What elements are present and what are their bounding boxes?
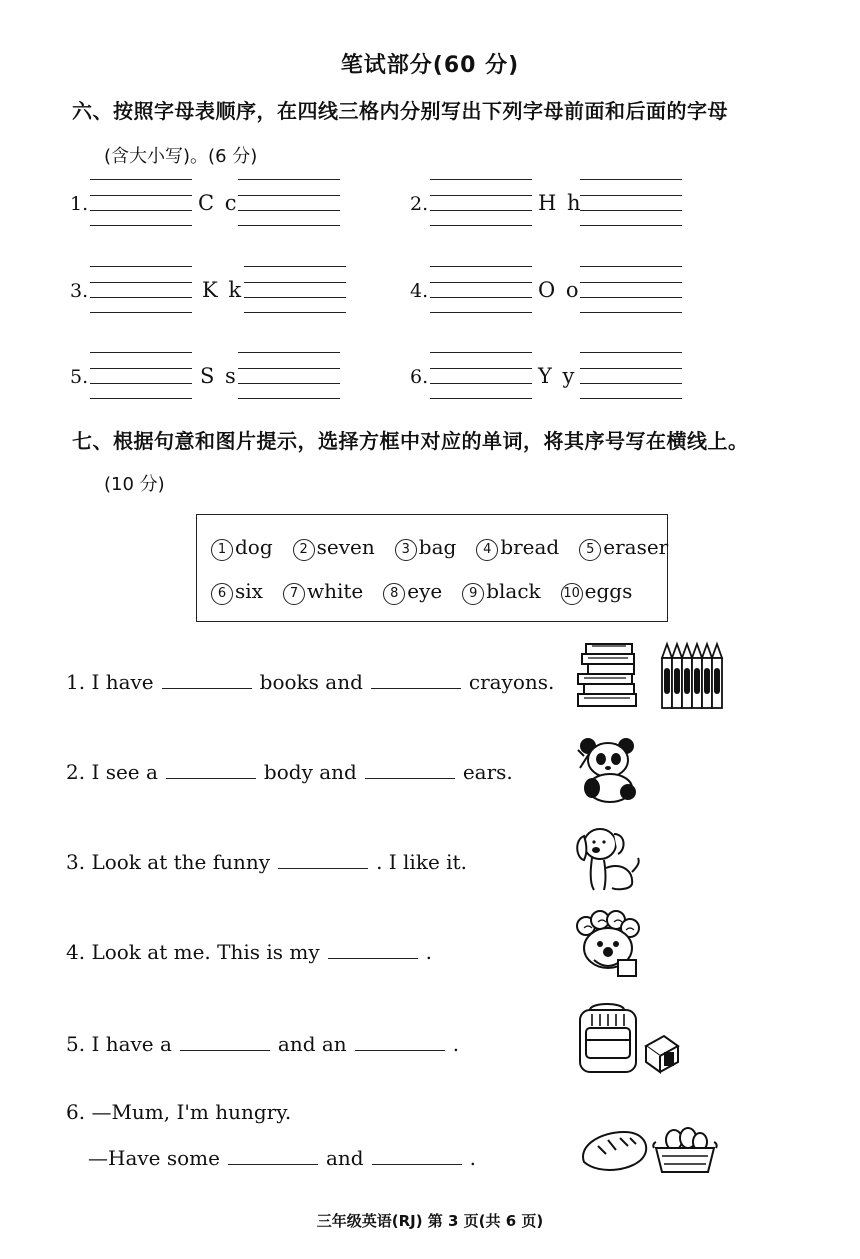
sentence-text: . xyxy=(452,1032,460,1056)
four-line-grid-after[interactable] xyxy=(580,352,682,404)
sentence-text: books and xyxy=(259,670,363,694)
option-word: eggs xyxy=(584,579,633,603)
word-option xyxy=(476,535,559,561)
option-number: 8 xyxy=(383,583,405,605)
letter-pair: K k xyxy=(202,278,244,302)
schoolbag-icon xyxy=(574,1000,644,1078)
sentence-text: 5. I have a xyxy=(66,1032,172,1056)
letter-item-number: 6. xyxy=(410,366,429,388)
letter-pair: O o xyxy=(538,278,581,302)
sentence-text: ears. xyxy=(462,760,513,784)
answer-blank[interactable] xyxy=(180,1032,270,1051)
sentence-text: . xyxy=(469,1146,476,1170)
sentence-2 xyxy=(66,760,513,784)
word-option xyxy=(383,579,442,605)
sentence-text: 6. —Mum, I'm hungry. xyxy=(66,1100,292,1124)
letter-item-number: 5. xyxy=(70,366,89,388)
option-number: 1 xyxy=(211,539,233,561)
answer-blank[interactable] xyxy=(365,760,455,779)
option-number: 9 xyxy=(462,583,484,605)
letter-item-number: 3. xyxy=(70,280,89,302)
word-bank-box xyxy=(196,514,668,622)
option-number: 4 xyxy=(476,539,498,561)
four-line-grid-before[interactable] xyxy=(90,352,192,404)
four-line-grid-after[interactable] xyxy=(580,179,682,231)
answer-blank[interactable] xyxy=(228,1146,318,1165)
letter-pair: Y y xyxy=(538,364,577,388)
answer-blank[interactable] xyxy=(372,1146,462,1165)
word-option xyxy=(211,579,263,605)
word-bank-row-2 xyxy=(211,579,652,605)
sentence-text: 2. I see a xyxy=(66,760,158,784)
books-icon xyxy=(574,638,642,714)
four-line-grid-before[interactable] xyxy=(90,266,192,318)
eraser-icon xyxy=(642,1032,682,1074)
option-word: seven xyxy=(316,535,375,559)
sentence-6-line-2 xyxy=(88,1146,476,1170)
answer-blank[interactable] xyxy=(162,670,252,689)
four-line-grid-before[interactable] xyxy=(90,179,192,231)
option-word: black xyxy=(486,579,541,603)
page-footer: 三年级英语(RJ) 第 3 页(共 6 页) xyxy=(316,1212,544,1230)
sentence-text: . I like it. xyxy=(376,850,467,874)
four-line-grid-after[interactable] xyxy=(580,266,682,318)
sentence-text: —Have some xyxy=(88,1146,220,1170)
sentence-text: . xyxy=(425,940,432,964)
option-number: 10 xyxy=(561,583,583,605)
question-7-heading-cont: (10 分) xyxy=(104,474,165,495)
letter-item-number: 1. xyxy=(70,193,89,215)
word-option xyxy=(579,535,668,561)
option-word: bag xyxy=(418,535,457,559)
four-line-grid-after[interactable] xyxy=(238,179,340,231)
sentence-text: 1. I have xyxy=(66,670,154,694)
sentence-text: and an xyxy=(277,1032,347,1056)
sentence-5 xyxy=(66,1032,459,1056)
question-6-heading: 六、按照字母表顺序，在四线三格内分别写出下列字母前面和后面的字母 xyxy=(72,99,728,123)
letter-item-number: 2. xyxy=(410,193,429,215)
question-6-heading-cont: (含大小写)。(6 分) xyxy=(104,146,258,167)
section-title: 笔试部分(60 分) xyxy=(340,53,520,78)
option-word: eye xyxy=(407,579,443,603)
letter-pair: H h xyxy=(538,191,583,215)
answer-blank[interactable] xyxy=(328,940,418,959)
dog-icon xyxy=(572,822,644,894)
word-bank-row-1 xyxy=(211,535,688,561)
crayons-icon xyxy=(658,638,726,714)
option-word: eraser xyxy=(603,535,669,559)
four-line-grid-before[interactable] xyxy=(430,179,532,231)
sentence-6-line-1 xyxy=(66,1100,291,1124)
four-line-grid-after[interactable] xyxy=(244,266,346,318)
eggs-basket-icon xyxy=(650,1124,720,1180)
four-line-grid-after[interactable] xyxy=(238,352,340,404)
option-word: dog xyxy=(235,535,273,559)
sentence-text: body and xyxy=(263,760,357,784)
bread-icon xyxy=(578,1124,652,1180)
panda-icon xyxy=(574,732,644,804)
sentence-3 xyxy=(66,850,467,874)
word-option xyxy=(395,535,457,561)
question-7-heading: 七、根据句意和图片提示，选择方框中对应的单词，将其序号写在横线上。 xyxy=(72,429,749,453)
word-option xyxy=(211,535,273,561)
word-option xyxy=(561,579,633,605)
sentence-text: 4. Look at me. This is my xyxy=(66,940,320,964)
sentence-text: crayons. xyxy=(468,670,555,694)
letter-pair: S s xyxy=(200,364,238,388)
option-number: 3 xyxy=(395,539,417,561)
sentence-text: and xyxy=(325,1146,364,1170)
option-word: bread xyxy=(500,535,560,559)
option-number: 2 xyxy=(293,539,315,561)
answer-blank[interactable] xyxy=(166,760,256,779)
answer-blank[interactable] xyxy=(355,1032,445,1051)
word-option xyxy=(462,579,540,605)
option-number: 6 xyxy=(211,583,233,605)
clown-face-icon xyxy=(572,910,644,982)
option-number: 7 xyxy=(283,583,305,605)
option-word: white xyxy=(306,579,364,603)
four-line-grid-before[interactable] xyxy=(430,352,532,404)
word-option xyxy=(293,535,375,561)
sentence-text: 3. Look at the funny xyxy=(66,850,271,874)
word-option xyxy=(283,579,363,605)
letter-pair: C c xyxy=(198,191,239,215)
option-word: six xyxy=(235,579,263,603)
sentence-1 xyxy=(66,670,554,694)
letter-item-number: 4. xyxy=(410,280,429,302)
answer-blank[interactable] xyxy=(371,670,461,689)
answer-blank[interactable] xyxy=(278,850,368,869)
four-line-grid-before[interactable] xyxy=(430,266,532,318)
option-number: 5 xyxy=(579,539,601,561)
sentence-4 xyxy=(66,940,432,964)
